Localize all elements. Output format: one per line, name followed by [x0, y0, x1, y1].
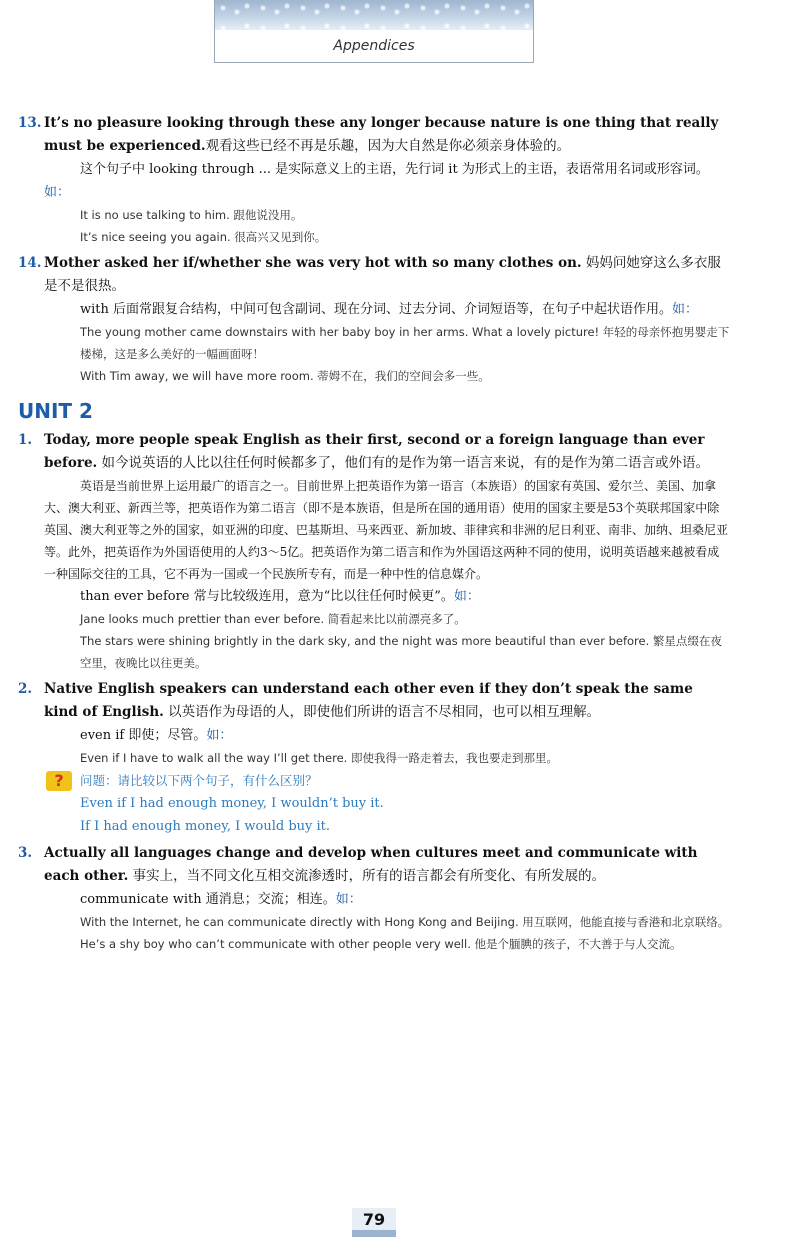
item-number: 1.: [18, 432, 33, 448]
question-english: Actually all languages change and develop when cultures meet and communicate with each other.: [44, 845, 698, 884]
explanation: [18, 158, 730, 204]
example-sentence: With Tim away, we will have more room. 蒂姆不在，我们的空间会多一些。: [80, 369, 490, 383]
example-marker: 如：: [44, 185, 71, 200]
question-english: Today, more people speak English as their first, second or a foreign language than ever before.: [44, 432, 705, 471]
question-chinese: 妈妈问她穿这么多衣服是不是很热。: [44, 255, 721, 294]
explanation: [18, 888, 730, 911]
question-chinese: 如今说英语的人比以往任何时候都多了，他们有的是作为第一语言来说，有的是作为第二语言或外语。: [101, 455, 710, 471]
item-question: [18, 112, 730, 158]
item-number: 14.: [18, 255, 42, 271]
explanation: [18, 298, 730, 321]
explanation-text: communicate with 通消息；交流；相连。: [80, 892, 336, 907]
example-sentence: Jane looks much prettier than ever before. 简看起来比以前漂亮多了。: [80, 612, 466, 626]
explanation-text: 英语是当前世界上运用最广的语言之一。目前世界上把英语作为第一语言（本族语）的国家有英国、爱尔兰、美国、加拿大、澳大利亚、新西兰等，把英语作为第二语言（即不是本族语，但是所在国的通用语）使用的国家主要是53个英联邦国家中除英国、澳大利亚等之外的国家，如亚洲的印度、巴基斯坦、马来西亚、新加坡、菲律宾和非洲的尼日利亚、南非、加纳、坦桑尼亚等。此外，把英语作为外国语使用的人约3～5亿。把英语作为第二语言和作为外国语这两种不同的使用，说明英语越来越被看成一种国际交往的工具，它不再为一国或一个民族所专有，而是一种中性的信息媒介。: [44, 479, 729, 581]
explanation: [18, 585, 730, 608]
page-number-bar: [352, 1230, 396, 1237]
explanation-text: 这个句子中 looking through ... 是实际意义上的主语，先行词 it 为形式上的主语，表语常用名词或形容词。: [80, 162, 709, 177]
explanation-text: than ever before 常与比较级连用，意为“比以往任何时候更”。: [80, 589, 454, 604]
example-sentence: He’s a shy boy who can’t communicate with other people very well. 他是个腼腆的孩子，不大善于与人交流。: [80, 937, 682, 951]
unit2-item-3: [18, 842, 730, 955]
page-number: 79: [352, 1208, 396, 1232]
example-marker: 如：: [335, 892, 362, 907]
example-sentence: It’s nice seeing you again. 很高兴又见到你。: [80, 230, 327, 244]
header-banner: [214, 0, 534, 63]
example-marker: 如：: [672, 302, 699, 317]
question-sentence: If I had enough money, I would buy it.: [80, 819, 331, 834]
example-sentence: It is no use talking to him. 跟他说没用。: [80, 208, 303, 222]
question-sentence: Even if I had enough money, I wouldn’t buy it.: [80, 796, 384, 811]
unit2-item-2: [18, 678, 730, 838]
example-sentence: With the Internet, he can communicate directly with Hong Kong and Beijing. 用互联网，他能直接与香港和北京联络。: [80, 915, 730, 929]
item-13: [18, 112, 730, 248]
item-question: [18, 429, 730, 475]
header-title: Appendices: [333, 38, 415, 54]
example-marker: 如：: [453, 589, 480, 604]
question-box: [18, 769, 730, 838]
item-question: [18, 842, 730, 888]
page-content: [18, 112, 730, 959]
question-chinese: 以英语作为母语的人，即使他们所讲的语言不尽相同，也可以相互理解。: [168, 704, 601, 720]
item-number: 13.: [18, 115, 42, 131]
example-marker: 如：: [206, 728, 233, 743]
header-image: [215, 0, 533, 30]
example-sentence: Even if I have to walk all the way I’ll get there. 即使我得一路走着去，我也要走到那里。: [80, 751, 558, 765]
question-mark-icon: ?: [46, 771, 72, 791]
item-question: [18, 252, 730, 298]
item-question: [18, 678, 730, 724]
question-chinese: 观看这些已经不再是乐趣，因为大自然是你必须亲身体验的。: [205, 138, 571, 154]
item-number: 2.: [18, 681, 33, 697]
item-number: 3.: [18, 845, 33, 861]
example-sentence: The stars were shining brightly in the dark sky, and the night was more beautiful than ever before. 繁星点缀在夜空里，夜晚比以往更美。: [80, 634, 722, 670]
explanation-text: even if 即使；尽管。: [80, 728, 207, 743]
explanation: [18, 724, 730, 747]
unit2-item-1: [18, 429, 730, 674]
explanation-text: with 后面常跟复合结构，中间可包含副词、现在分词、过去分词、介词短语等，在句子中起状语作用。: [80, 302, 673, 317]
question-chinese: 事实上，当不同文化互相交流渗透时，所有的语言都会有所变化、有所发展的。: [132, 868, 606, 884]
question-english: Mother asked her if/whether she was very hot with so many clothes on.: [44, 255, 582, 271]
item-14: [18, 252, 730, 387]
example-sentence: The young mother came downstairs with her baby boy in her arms. What a lovely picture! 年轻的母亲怀抱男婴走下楼梯，这是多么美好的一幅画面呀！: [80, 325, 730, 361]
question-english: It’s no pleasure looking through these any longer because nature is one thing that really must be experienced.: [44, 115, 719, 154]
unit-heading: UNIT 2: [18, 399, 93, 423]
question-prompt: 问题：请比较以下两个句子，有什么区别？: [80, 773, 318, 788]
question-english: Native English speakers can understand each other even if they don’t speak the same kind of English.: [44, 681, 693, 720]
